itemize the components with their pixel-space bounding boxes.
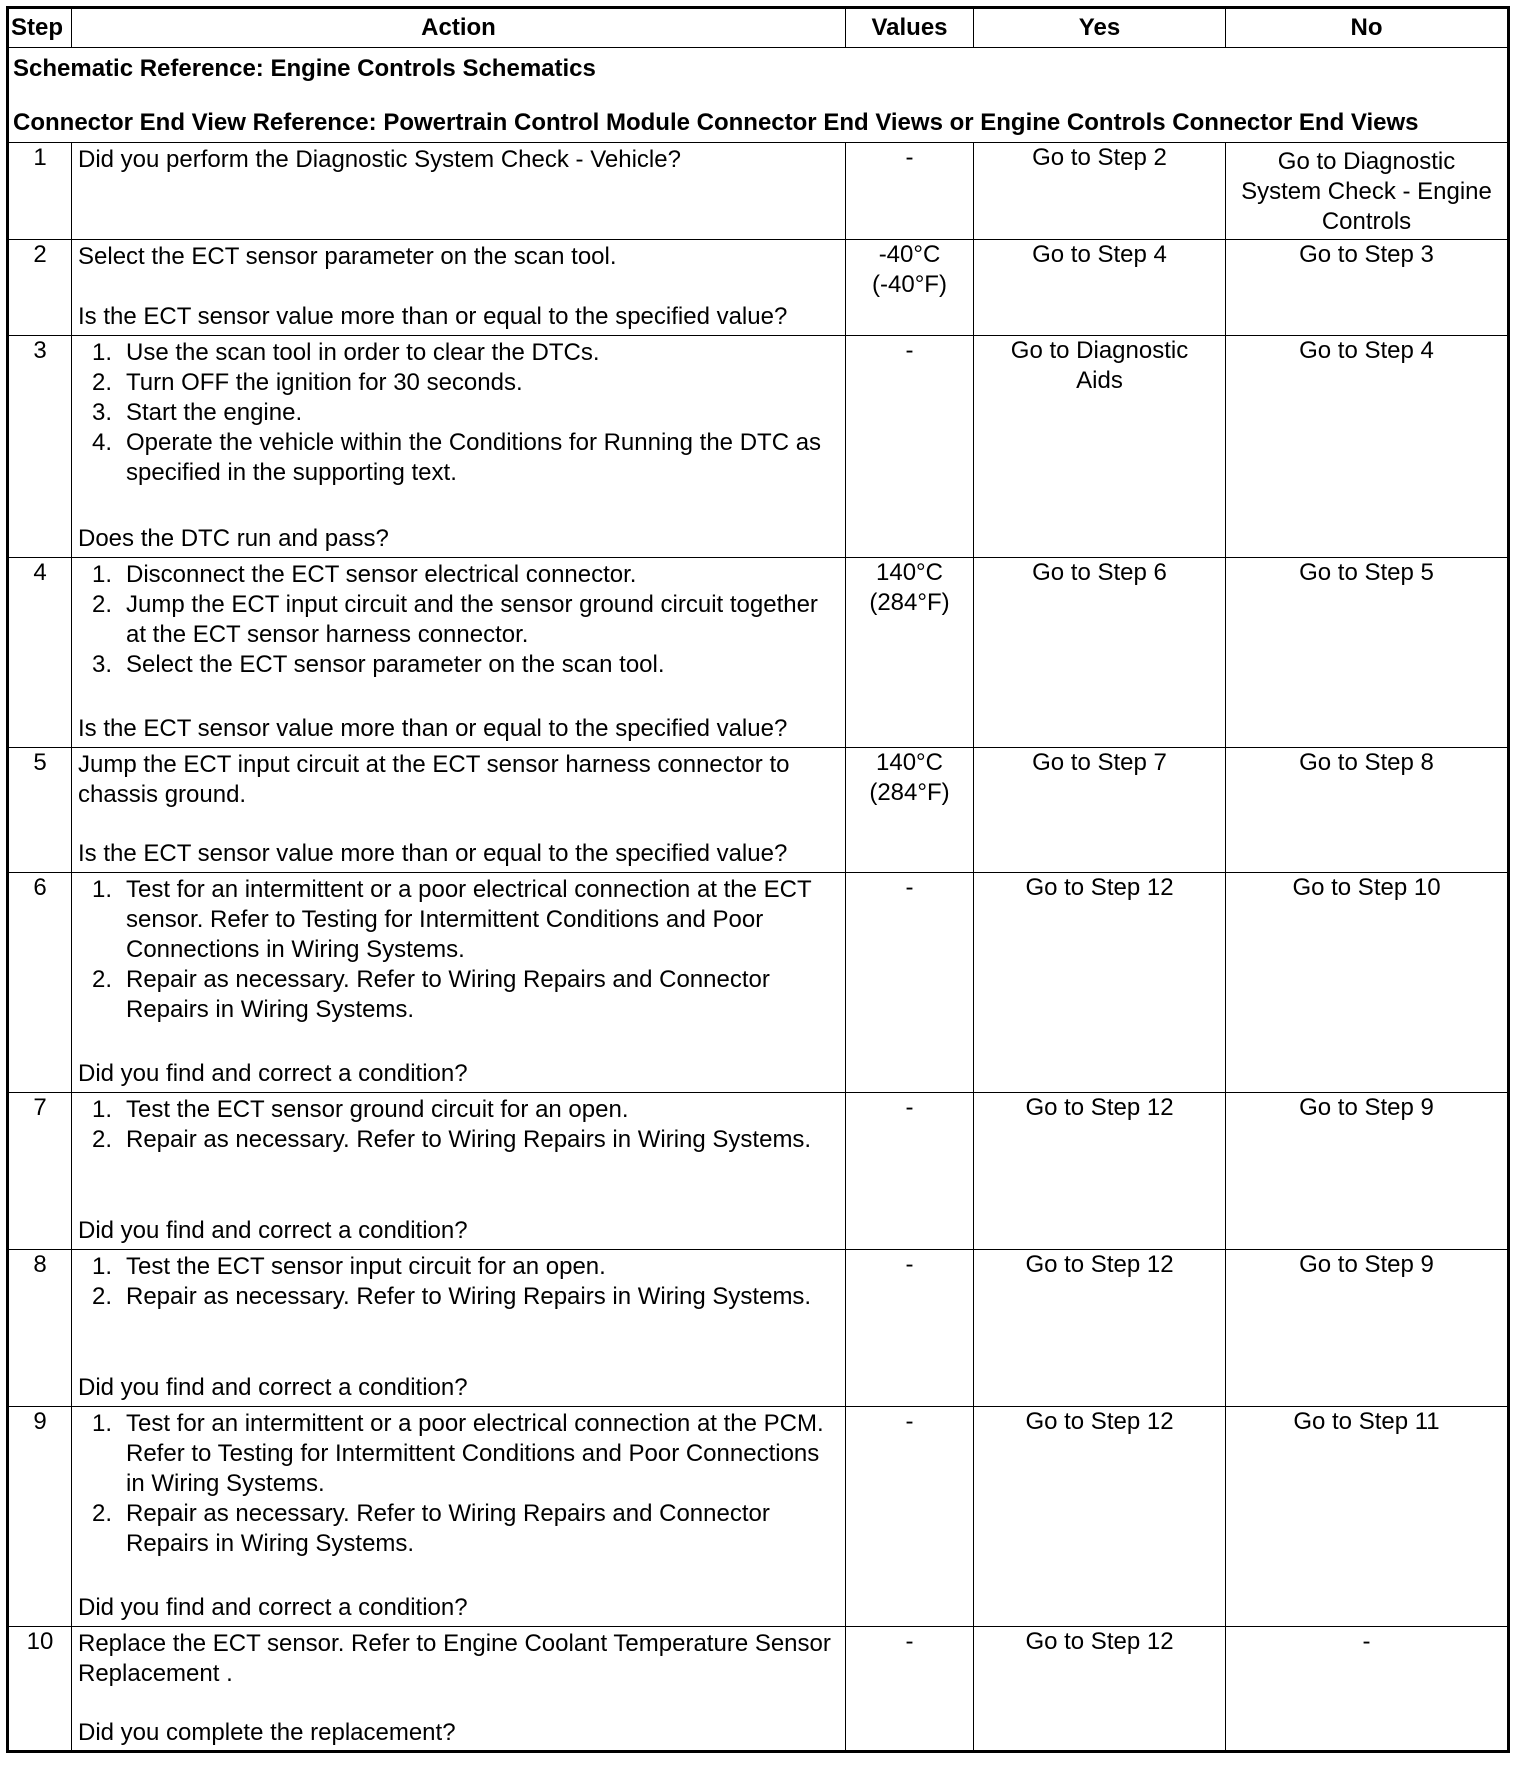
list-item <box>78 875 839 965</box>
header-action: Action <box>72 8 846 48</box>
list-item-number: 1. <box>92 1410 113 1437</box>
list-item <box>78 1125 839 1155</box>
list-item <box>78 1499 839 1559</box>
action-list <box>78 1409 839 1559</box>
no-cell <box>1226 143 1509 240</box>
yes-line: Aids <box>1076 367 1123 394</box>
action-list <box>78 875 839 1025</box>
yes-line: Go to Step 12 <box>1025 1408 1174 1435</box>
list-item-text: Select the ECT sensor parameter on the scan tool. <box>126 651 665 678</box>
values-cell <box>846 558 974 748</box>
no-cell <box>1226 336 1509 558</box>
values-cell <box>846 873 974 1093</box>
list-item-text: Disconnect the ECT sensor electrical connector. <box>126 561 637 588</box>
value-line: - <box>905 1251 914 1278</box>
value-line: - <box>905 874 914 901</box>
list-item-number: 2. <box>92 591 113 618</box>
values-cell <box>846 143 974 240</box>
list-item <box>78 1282 839 1312</box>
step-number: 9 <box>8 1407 72 1627</box>
yes-line: Go to Step 6 <box>1032 559 1167 586</box>
values-cell <box>846 1627 974 1752</box>
action-cell <box>72 1407 846 1627</box>
action-intro: Replace the ECT sensor. Refer to Engine Coolant Temperature Sensor Replacement . <box>78 1630 831 1687</box>
table-row <box>8 1407 1509 1627</box>
no-line: Go to Step 4 <box>1299 337 1434 364</box>
action-intro: Did you perform the Diagnostic System Check - Vehicle? <box>78 146 681 173</box>
list-item-text: Jump the ECT input circuit and the sensor ground circuit together at the ECT sensor harness connector. <box>126 591 818 648</box>
action-cell <box>72 336 846 558</box>
no-cell <box>1226 1250 1509 1407</box>
value-line: (284°F) <box>869 779 950 806</box>
action-question: Did you find and correct a condition? <box>78 1374 468 1401</box>
yes-line: Go to Step 7 <box>1032 749 1167 776</box>
list-item <box>78 1095 839 1125</box>
no-line: Controls <box>1321 208 1412 235</box>
action-question: Did you find and correct a condition? <box>78 1060 468 1087</box>
no-cell <box>1226 558 1509 748</box>
list-item-text: Repair as necessary. Refer to Wiring Repairs in Wiring Systems. <box>126 1283 812 1310</box>
action-cell <box>72 143 846 240</box>
no-line: Go to Step 9 <box>1299 1251 1434 1278</box>
value-line: 140°C <box>876 749 943 776</box>
no-cell <box>1226 1407 1509 1627</box>
no-line: Go to Step 11 <box>1293 1408 1440 1435</box>
no-cell <box>1226 240 1509 336</box>
list-item <box>78 368 839 398</box>
table-row <box>8 143 1509 240</box>
diagnostic-table <box>6 6 1510 1753</box>
list-item-text: Test the ECT sensor ground circuit for an open. <box>126 1096 629 1123</box>
value-line: 140°C <box>876 559 943 586</box>
no-line: - <box>1362 1628 1371 1655</box>
list-item-number: 3. <box>92 651 113 678</box>
yes-cell <box>974 1407 1226 1627</box>
list-item-text: Repair as necessary. Refer to Wiring Repairs and Connector Repairs in Wiring Systems. <box>126 966 770 1023</box>
schematic-reference: Schematic Reference: Engine Controls Schematics <box>13 55 596 82</box>
header-step: Step <box>8 8 72 48</box>
yes-cell <box>974 1250 1226 1407</box>
list-item-number: 2. <box>92 1126 113 1153</box>
list-item-text: Start the engine. <box>126 399 303 426</box>
yes-line: Go to Step 12 <box>1025 1628 1174 1655</box>
list-item <box>78 965 839 1025</box>
no-line: System Check - Engine <box>1241 178 1492 205</box>
step-number: 2 <box>8 240 72 336</box>
action-list <box>78 1095 839 1155</box>
action-cell <box>72 748 846 873</box>
yes-line: Go to Step 12 <box>1025 1251 1174 1278</box>
connector-reference: Connector End View Reference: Powertrain Control Module Connector End Views or Engine Controls Connector End Views <box>13 109 1419 136</box>
step-number: 4 <box>8 558 72 748</box>
table-row <box>8 1093 1509 1250</box>
yes-line: Go to Step 2 <box>1032 144 1167 171</box>
header-row <box>8 8 1509 48</box>
step-number: 1 <box>8 143 72 240</box>
value-line: - <box>905 337 914 364</box>
no-line: Go to Step 3 <box>1299 241 1434 268</box>
table-row <box>8 240 1509 336</box>
action-cell <box>72 240 846 336</box>
table-row <box>8 336 1509 558</box>
list-item-text: Test the ECT sensor input circuit for an open. <box>126 1253 606 1280</box>
action-list <box>78 338 839 488</box>
yes-line: Go to Diagnostic <box>1010 337 1189 364</box>
action-cell <box>72 873 846 1093</box>
list-item <box>78 1252 839 1282</box>
values-cell <box>846 748 974 873</box>
diagnostic-table-page <box>6 6 1507 1753</box>
action-intro: Select the ECT sensor parameter on the scan tool. <box>78 243 617 270</box>
action-list <box>78 1252 839 1312</box>
action-cell <box>72 558 846 748</box>
values-cell <box>846 1407 974 1627</box>
list-item-text: Turn OFF the ignition for 30 seconds. <box>126 369 523 396</box>
table-row <box>8 1250 1509 1407</box>
value-line: (284°F) <box>869 589 950 616</box>
list-item-number: 2. <box>92 369 113 396</box>
list-item-number: 1. <box>92 339 113 366</box>
yes-cell <box>974 558 1226 748</box>
values-cell <box>846 1250 974 1407</box>
yes-cell <box>974 143 1226 240</box>
values-cell <box>846 1093 974 1250</box>
header-values: Values <box>846 8 974 48</box>
value-line: - <box>905 144 914 171</box>
list-item-text: Repair as necessary. Refer to Wiring Repairs in Wiring Systems. <box>126 1126 812 1153</box>
list-item <box>78 560 839 590</box>
yes-cell <box>974 748 1226 873</box>
list-item-number: 2. <box>92 1500 113 1527</box>
list-item-number: 2. <box>92 1283 113 1310</box>
list-item-text: Use the scan tool in order to clear the DTCs. <box>126 339 600 366</box>
table-row <box>8 748 1509 873</box>
action-question: Did you find and correct a condition? <box>78 1217 468 1244</box>
header-yes: Yes <box>974 8 1226 48</box>
no-cell <box>1226 1093 1509 1250</box>
action-cell <box>72 1627 846 1752</box>
values-cell <box>846 240 974 336</box>
values-cell <box>846 336 974 558</box>
action-question: Does the DTC run and pass? <box>78 525 389 552</box>
list-item-text: Repair as necessary. Refer to Wiring Repairs and Connector Repairs in Wiring Systems. <box>126 1500 770 1557</box>
no-line: Go to Diagnostic <box>1277 148 1456 175</box>
reference-cell <box>8 48 1509 143</box>
step-number: 6 <box>8 873 72 1093</box>
action-question: Is the ECT sensor value more than or equal to the specified value? <box>78 715 788 742</box>
no-cell <box>1226 1627 1509 1752</box>
yes-cell <box>974 336 1226 558</box>
no-line: Go to Step 5 <box>1299 559 1434 586</box>
action-question: Did you complete the replacement? <box>78 1719 456 1746</box>
no-cell <box>1226 873 1509 1093</box>
yes-cell <box>974 1093 1226 1250</box>
step-number: 3 <box>8 336 72 558</box>
list-item <box>78 1409 839 1499</box>
step-number: 5 <box>8 748 72 873</box>
no-line: Go to Step 9 <box>1299 1094 1434 1121</box>
yes-cell <box>974 240 1226 336</box>
header-no: No <box>1226 8 1509 48</box>
list-item-text: Test for an intermittent or a poor electrical connection at the ECT sensor. Refer to Testing for Intermittent Conditions and Poor Connections in Wiring Systems. <box>126 876 812 963</box>
list-item <box>78 398 839 428</box>
list-item <box>78 590 839 650</box>
yes-line: Go to Step 12 <box>1025 874 1174 901</box>
table-row <box>8 1627 1509 1752</box>
value-line: - <box>905 1628 914 1655</box>
list-item-number: 1. <box>92 1096 113 1123</box>
yes-cell <box>974 873 1226 1093</box>
list-item-number: 1. <box>92 876 113 903</box>
list-item-number: 3. <box>92 399 113 426</box>
list-item-number: 4. <box>92 429 113 456</box>
value-line: (-40°F) <box>872 271 947 298</box>
yes-line: Go to Step 4 <box>1032 241 1167 268</box>
reference-row <box>8 48 1509 143</box>
yes-line: Go to Step 12 <box>1025 1094 1174 1121</box>
action-cell <box>72 1093 846 1250</box>
action-question: Did you find and correct a condition? <box>78 1594 468 1621</box>
list-item-number: 1. <box>92 1253 113 1280</box>
no-cell <box>1226 748 1509 873</box>
list-item-text: Operate the vehicle within the Conditions for Running the DTC as specified in the supporting text. <box>126 429 822 486</box>
value-line: - <box>905 1094 914 1121</box>
step-number: 8 <box>8 1250 72 1407</box>
list-item-text: Test for an intermittent or a poor electrical connection at the PCM. Refer to Testing for Intermittent Conditions and Poor Connections in Wiring Systems. <box>126 1410 824 1497</box>
value-line: - <box>905 1408 914 1435</box>
yes-cell <box>974 1627 1226 1752</box>
list-item-number: 2. <box>92 966 113 993</box>
list-item <box>78 650 839 680</box>
no-line: Go to Step 10 <box>1292 874 1441 901</box>
step-number: 10 <box>8 1627 72 1752</box>
action-intro: Jump the ECT input circuit at the ECT sensor harness connector to chassis ground. <box>78 751 790 808</box>
table-row <box>8 873 1509 1093</box>
list-item <box>78 338 839 368</box>
list-item-number: 1. <box>92 561 113 588</box>
action-cell <box>72 1250 846 1407</box>
table-row <box>8 558 1509 748</box>
value-line: -40°C <box>878 241 941 268</box>
list-item <box>78 428 839 488</box>
action-question: Is the ECT sensor value more than or equal to the specified value? <box>78 303 788 330</box>
no-line: Go to Step 8 <box>1299 749 1434 776</box>
step-number: 7 <box>8 1093 72 1250</box>
action-list <box>78 560 839 680</box>
action-question: Is the ECT sensor value more than or equal to the specified value? <box>78 840 788 867</box>
